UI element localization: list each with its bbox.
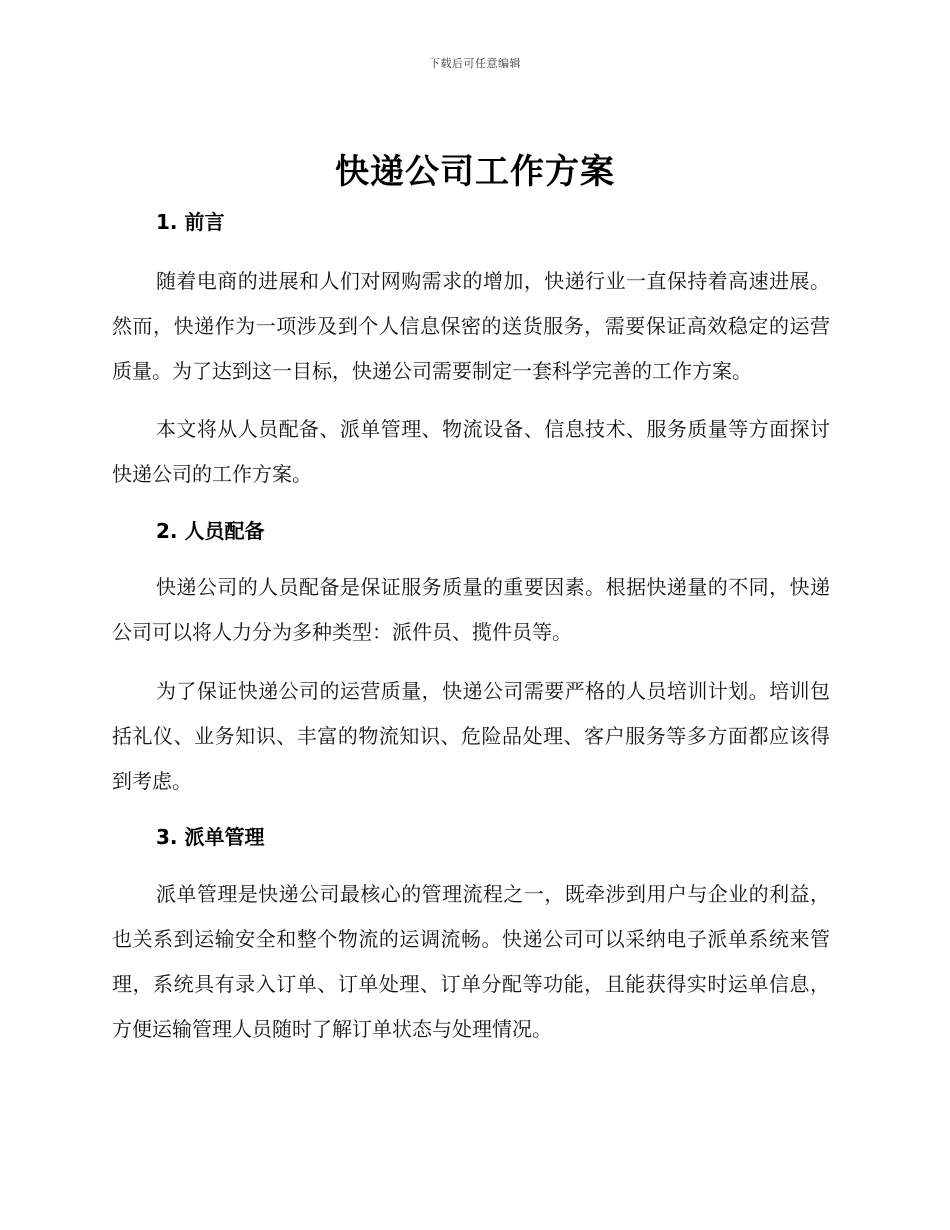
paragraph: 随着电商的进展和人们对网购需求的增加，快递行业一直保持着高速进展。然而，快递作为一项涉及到个人信息保密的送货服务，需要保证高效稳定的运营质量。为了达到这一目标，快递公司需要制定一套科学完善的工作方案。 xyxy=(112,269,830,383)
paragraph: 快递公司的人员配备是保证服务质量的重要因素。根据快递量的不同，快递公司可以将人力分为多种类型：派件员、揽件员等。 xyxy=(112,575,830,644)
paragraph: 为了保证快递公司的运营质量，快递公司需要严格的人员培训计划。培训包括礼仪、业务知识、丰富的物流知识、危险品处理、客户服务等多方面都应该得到考虑。 xyxy=(112,679,830,793)
paragraph: 派单管理是快递公司最核心的管理流程之一，既牵涉到用户与企业的利益，也关系到运输安全和整个物流的运调流畅。快递公司可以采纳电子派单系统来管理，系统具有录入订单、订单处理、订单分配等功能，且能获得实时运单信息，方便运输管理人员随时了解订单状态与处理情况。 xyxy=(112,882,830,1041)
document-title: 快递公司工作方案 xyxy=(335,152,615,192)
paragraph: 本文将从人员配备、派单管理、物流设备、信息技术、服务质量等方面探讨快递公司的工作方案。 xyxy=(112,417,830,486)
document-body xyxy=(112,202,830,1052)
section-heading-staffing: 2. 人员配备 xyxy=(156,519,265,543)
section-heading-preface: 1. 前言 xyxy=(156,210,225,234)
section-heading-dispatch: 3. 派单管理 xyxy=(156,825,265,849)
header-note: 下载后可任意编辑 xyxy=(429,57,521,70)
